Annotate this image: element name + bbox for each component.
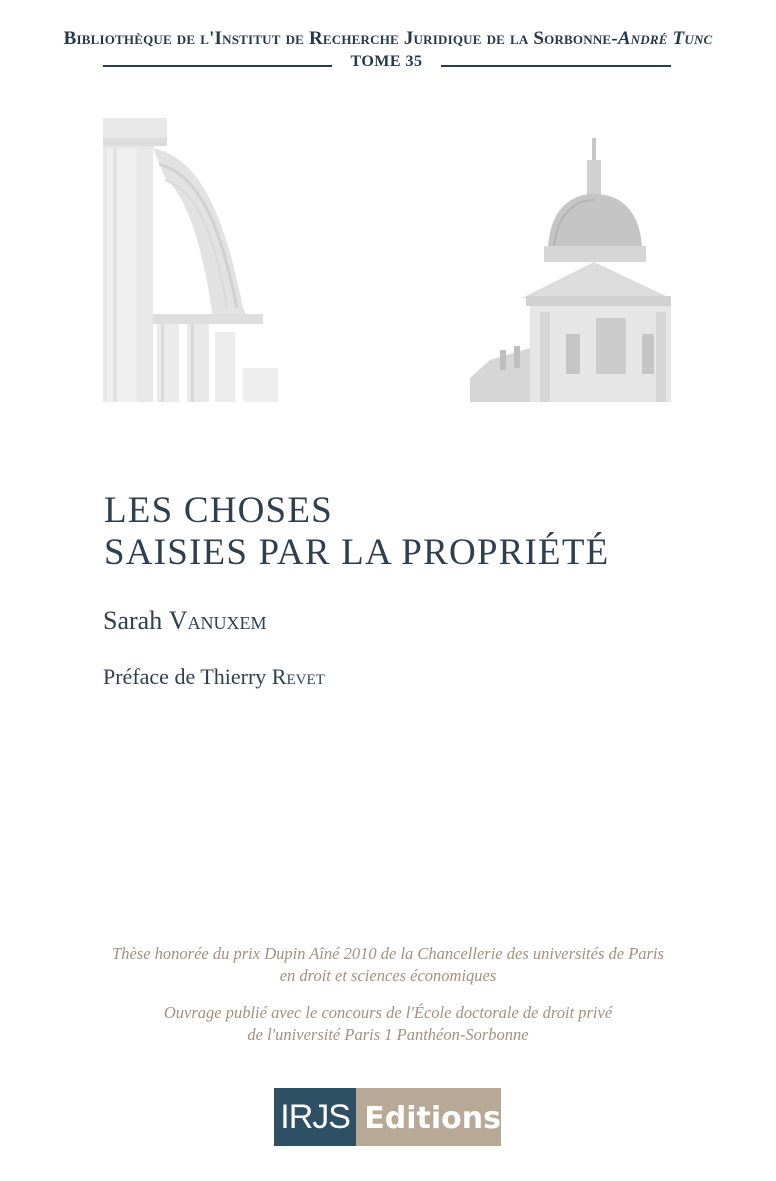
author-name (103, 606, 266, 636)
book-title-line-1: LES CHOSES (104, 490, 333, 531)
logo-editions-text: Editions (356, 1088, 501, 1146)
author-first-name: Sarah (103, 606, 163, 635)
sorbonne-chapel-dome-photo (470, 138, 671, 402)
preface-line (103, 664, 325, 690)
book-title (104, 490, 609, 574)
header-rule-right (441, 65, 671, 67)
logo-irjs-mark: IRJS (274, 1088, 356, 1146)
preface-prefix: Préface de Thierry (103, 664, 267, 689)
publication-note-line-2: de l'université Paris 1 Panthéon-Sorbonne (247, 1025, 529, 1044)
prize-note-line-1: Thèse honorée du prix Dupin Aîné 2010 de la Chancellerie des universités de Paris (112, 944, 664, 963)
tome-number: TOME 35 (350, 53, 423, 70)
series-title (0, 28, 776, 50)
series-title-main: Bibliothèque de l'Institut de Recherche Juridique de la Sorbonne- (63, 28, 618, 49)
prize-note-line-2: en droit et sciences économiques (279, 966, 497, 985)
sorbonne-columns-photo (103, 118, 278, 402)
publication-note (0, 1002, 776, 1046)
publication-note-line-1: Ouvrage publié avec le concours de l'École doctorale de droit privé (163, 1003, 613, 1022)
irjs-editions-logo (274, 1088, 501, 1146)
preface-author-last-name: Revet (271, 664, 325, 689)
prize-note (0, 943, 776, 987)
author-last-name: Vanuxem (168, 606, 267, 635)
book-title-line-2: SAISIES PAR LA PROPRIÉTÉ (104, 532, 610, 573)
series-title-italic: André Tunc (617, 28, 713, 49)
header-rule-left (103, 65, 332, 67)
